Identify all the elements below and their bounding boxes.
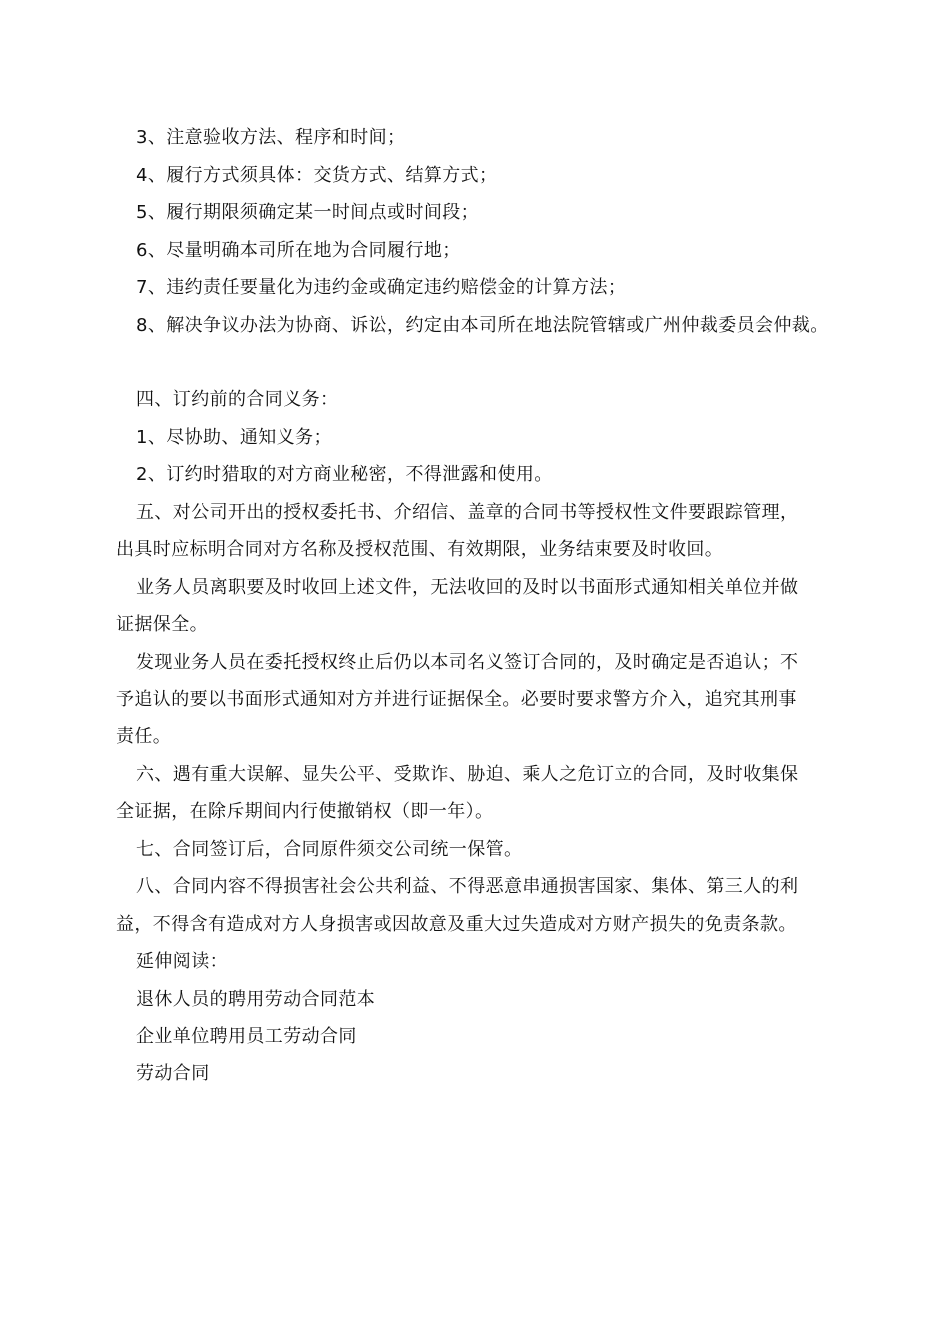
clause-6: 6、尽量明确本司所在地为合同履行地； — [136, 240, 461, 261]
clause-5: 5、履行期限须确定某一时间点或时间段； — [136, 202, 480, 223]
section-5-para-3-line-2: 予追认的要以书面形式通知对方并进行证据保全。必要时要求警方介入，追究其刑事 — [116, 689, 797, 710]
section-7: 七、合同签订后，合同原件须交公司统一保管。 — [136, 839, 523, 860]
section-4-heading: 四、订约前的合同义务： — [136, 389, 339, 410]
section-5-line-1: 五、对公司开出的授权委托书、介绍信、盖章的合同书等授权性文件要跟踪管理， — [136, 502, 799, 523]
section-5-line-2: 出具时应标明合同对方名称及授权范围、有效期限，业务结束要及时收回。 — [116, 539, 724, 560]
further-reading-link-3[interactable]: 劳动合同 — [136, 1063, 210, 1084]
further-reading-label: 延伸阅读： — [136, 951, 228, 972]
section-5-para-3-line-1: 发现业务人员在委托授权终止后仍以本司名义签订合同的，及时确定是否追认；不 — [136, 652, 799, 673]
section-6-line-2: 全证据，在除斥期间内行使撤销权（即一年）。 — [116, 801, 494, 822]
section-5-para-2-line-2: 证据保全。 — [116, 614, 208, 635]
section-4-item-2: 2、订约时猎取的对方商业秘密，不得泄露和使用。 — [136, 464, 553, 485]
section-5-para-2-line-1: 业务人员离职要及时收回上述文件，无法收回的及时以书面形式通知相关单位并做 — [136, 577, 799, 598]
further-reading-link-2[interactable]: 企业单位聘用员工劳动合同 — [136, 1026, 357, 1047]
clause-8: 8、解决争议办法为协商、诉讼，约定由本司所在地法院管辖或广州仲裁委员会仲裁。 — [136, 315, 829, 336]
section-8-line-1: 八、合同内容不得损害社会公共利益、不得恶意串通损害国家、集体、第三人的利 — [136, 876, 799, 897]
section-8-line-2: 益，不得含有造成对方人身损害或因故意及重大过失造成对方财产损失的免责条款。 — [116, 914, 797, 935]
clause-4: 4、履行方式须具体：交货方式、结算方式； — [136, 165, 498, 186]
clause-7: 7、违约责任要量化为违约金或确定违约赔偿金的计算方法； — [136, 277, 627, 298]
section-4-item-1: 1、尽协助、通知义务； — [136, 427, 332, 448]
further-reading-link-1[interactable]: 退休人员的聘用劳动合同范本 — [136, 989, 376, 1010]
section-5-para-3-line-3: 责任。 — [116, 726, 172, 747]
section-6-line-1: 六、遇有重大误解、显失公平、受欺诈、胁迫、乘人之危订立的合同，及时收集保 — [136, 764, 799, 785]
clause-3: 3、注意验收方法、程序和时间； — [136, 127, 406, 148]
